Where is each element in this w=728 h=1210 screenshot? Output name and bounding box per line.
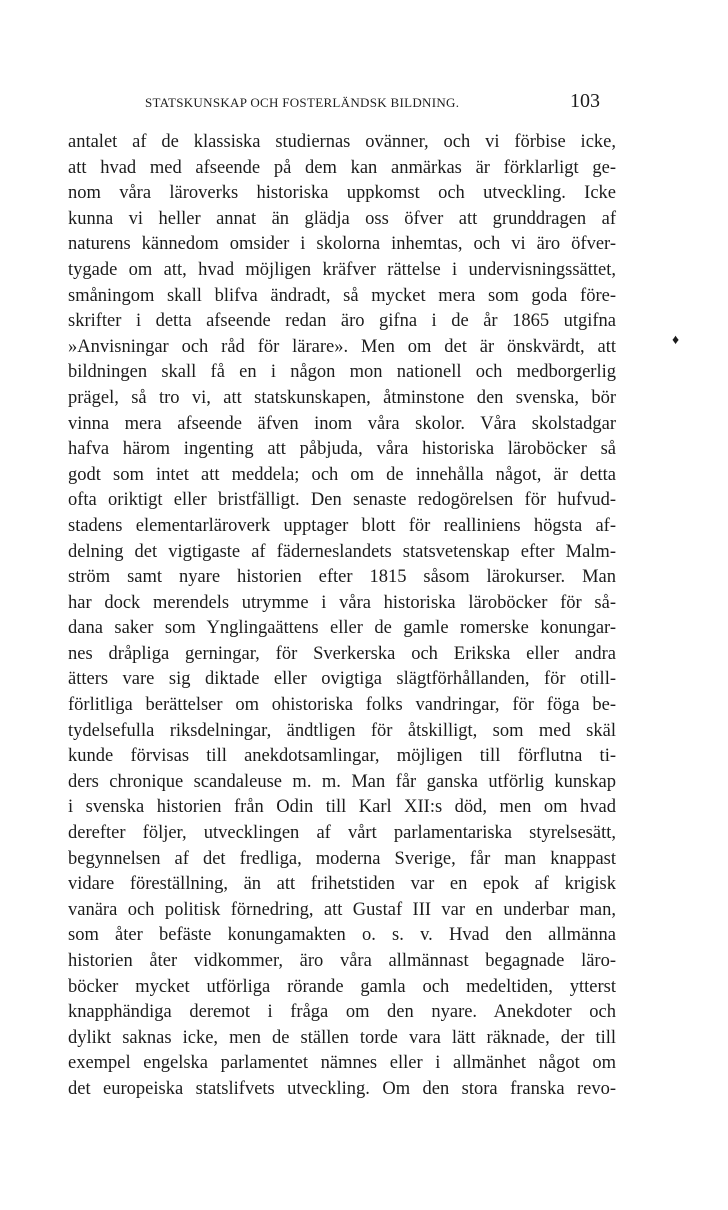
running-head: STATSKUNSKAP OCH FOSTERLÄNDSK BILDNING. <box>145 95 460 110</box>
text-line: hafva härom ingenting att påbjuda, våra historiska läroböcker så <box>68 439 616 460</box>
text-line: exempel engelska parlamentet nämnes eller i allmänhet något om <box>68 1053 616 1074</box>
text-line: prägel, så tro vi, att statskunskapen, åtminstone den svenska, bör <box>68 387 616 408</box>
text-line: naturens kännedom omsider i skolorna inhemtas, och vi äro öfver- <box>68 234 616 255</box>
body-text <box>68 130 616 1103</box>
text-line: ders chronique scandaleuse m. m. Man får ganska utförlig kunskap <box>68 771 616 792</box>
text-line: har dock merendels utrymme i våra historiska läroböcker för så- <box>68 592 616 613</box>
text-line: knapphändiga deremot i fråga om den nyare. Anekdoter och <box>68 1002 616 1023</box>
text-line: »Anvisningar och råd för lärare». Men om det är önskvärdt, att <box>68 336 616 357</box>
text-line: dylikt saknas icke, men de ställen torde vara lätt räknade, der till <box>68 1027 616 1048</box>
text-line: förlitliga berättelser om ohistoriska folks vandringar, för föga be- <box>68 695 616 716</box>
text-line: dana saker som Ynglingaättens eller de gamle romerske konungar- <box>68 618 616 639</box>
text-line: ström samt nyare historien efter 1815 såsom lärokurser. Man <box>68 567 616 588</box>
text-line: vidare föreställning, än att frihetstiden var en epok af krigisk <box>68 874 616 895</box>
text-line: som åter befäste konungamakten o. s. v. Hvad den allmänna <box>68 925 616 946</box>
text-line: kunde förvisas till anekdotsamlingar, möjligen till förflutna ti- <box>68 746 616 767</box>
text-line: ofta oriktigt eller bristfälligt. Den senaste redogörelsen för hufvud- <box>68 490 616 511</box>
text-line: nes dråpliga gerningar, för Sverkerska och Erikska eller andra <box>68 643 616 664</box>
text-line: i svenska historien från Odin till Karl XII:s död, men om hvad <box>68 797 616 818</box>
text-line: tydelsefulla riksdelningar, ändtligen för åtskilligt, som med skäl <box>68 720 616 741</box>
page-number: 103 <box>570 90 600 112</box>
text-line: att hvad med afseende på dem kan anmärkas är förklarligt ge- <box>68 157 616 178</box>
text-line: vanära och politisk förnedring, att Gustaf III var en underbar man, <box>68 899 616 920</box>
text-line: tygade om att, hvad möjligen kräfver rättelse i undervisningssättet, <box>68 259 616 280</box>
text-line: ätters vare sig diktade eller ovigtiga slägtförhållanden, för otill- <box>68 669 616 690</box>
text-line: bildningen skall få en i någon mon nationell och medborgerlig <box>68 362 616 383</box>
text-line: stadens elementarläroverk upptager blott för realliniens högsta af- <box>68 515 616 536</box>
text-line: delning det vigtigaste af fäderneslandets statsvetenskap efter Malm- <box>68 541 616 562</box>
text-line: vinna mera afseende äfven inom våra skolor. Våra skolstadgar <box>68 413 616 434</box>
text-line: det europeiska statslifvets utveckling. Om den stora franska revo- <box>68 1078 616 1099</box>
text-line: historien åter vidkommer, äro våra allmännast begagnade läro- <box>68 951 616 971</box>
text-line: kunna vi heller annat än glädja oss öfver att grunddragen af <box>68 208 616 229</box>
text-line: antalet af de klassiska studiernas ovänner, och vi förbise icke, <box>68 132 616 152</box>
page-header <box>145 91 600 115</box>
text-line: begynnelsen af det fredliga, moderna Sverige, får man knappast <box>68 848 616 869</box>
text-line: godt som intet att meddela; och om de innehålla något, är detta <box>68 464 616 485</box>
text-line: derefter följer, utvecklingen af vårt parlamentariska styrelsesätt, <box>68 823 616 844</box>
text-line: skrifter i detta afseende redan äro gifna i de år 1865 utgifna <box>68 311 616 332</box>
margin-mark: ♦ <box>672 333 680 348</box>
text-line: böcker mycket utförliga rörande gamla och medeltiden, ytterst <box>68 976 616 997</box>
text-line: småningom skall blifva ändradt, så mycket mera som goda före- <box>68 285 616 306</box>
text-line: nom våra läroverks historiska uppkomst och utveckling. Icke <box>68 183 616 204</box>
